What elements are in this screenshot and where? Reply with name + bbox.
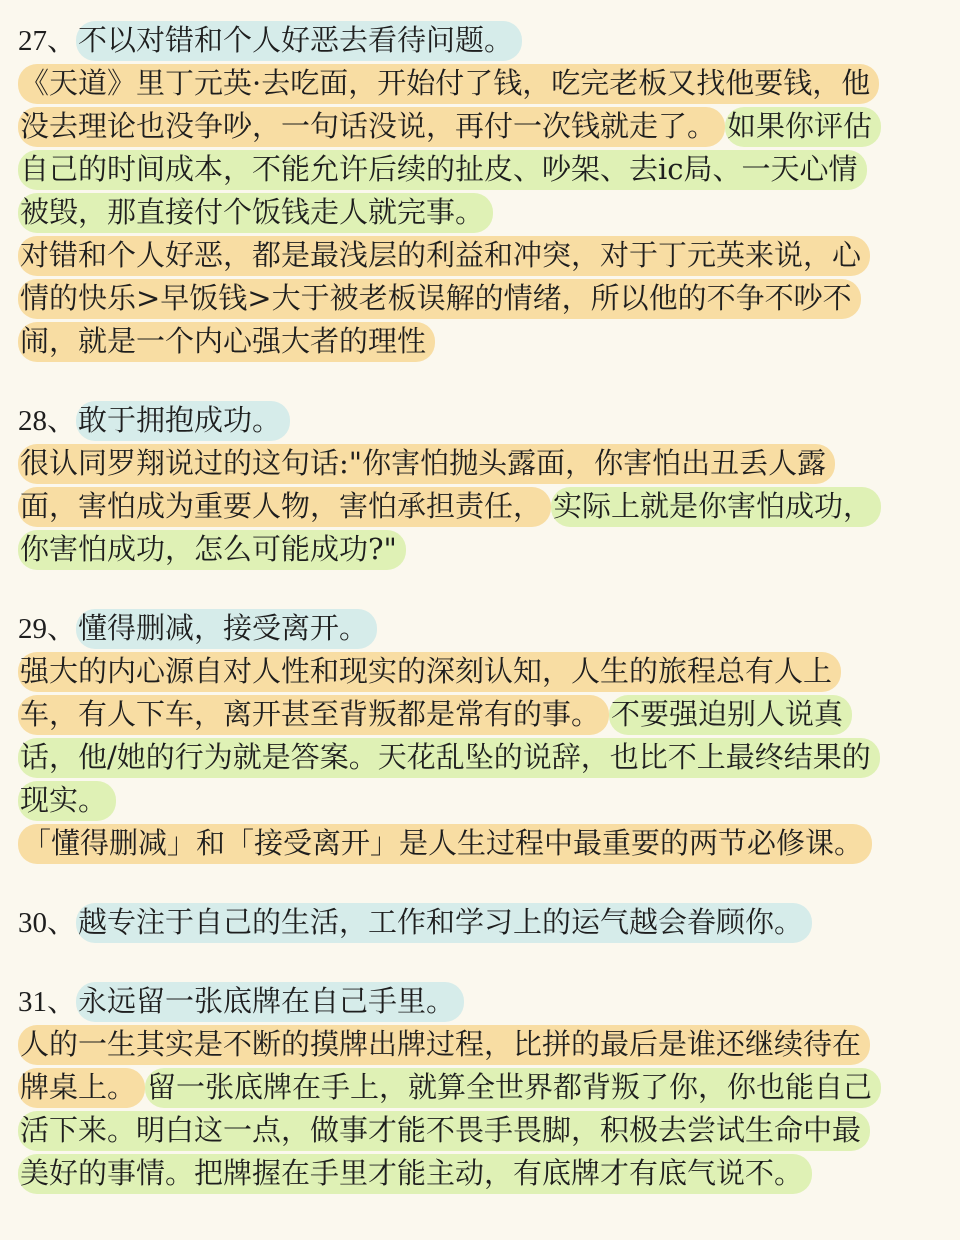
- highlight-orange-text: 很认同罗翔说过的这句话:"你害怕抛头露面，你害怕出丑丢人露: [18, 444, 835, 484]
- body-line: [18, 822, 938, 865]
- highlight-orange-text: 情的快乐>早饭钱>大于被老板误解的情绪，所以他的不争不吵不: [18, 279, 861, 319]
- item-heading: [18, 399, 938, 442]
- body-line: [18, 528, 938, 571]
- body-line: [18, 442, 938, 485]
- body-line: [18, 1023, 938, 1066]
- item-title: 越专注于自己的生活，工作和学习上的运气越会眷顾你。: [76, 903, 812, 943]
- highlight-green-text: 你害怕成功，怎么可能成功?": [18, 530, 406, 570]
- highlight-orange-text: 强大的内心源自对人性和现实的深刻认知，人生的旅程总有人上: [18, 652, 841, 692]
- list-item: [18, 607, 938, 865]
- body-line: [18, 650, 938, 693]
- highlight-orange-text: 车，有人下车，离开甚至背叛都是常有的事。: [18, 695, 609, 735]
- list-item: [18, 19, 938, 363]
- item-number: 29、: [18, 613, 77, 645]
- list-item: [18, 980, 938, 1195]
- body-line: [18, 1109, 938, 1152]
- highlight-green-text: 现实。: [18, 781, 116, 821]
- list-item: [18, 901, 938, 944]
- item-heading: [18, 901, 938, 944]
- item-number: 31、: [18, 986, 77, 1018]
- body-line: [18, 779, 938, 822]
- item-title: 敢于拥抱成功。: [76, 401, 290, 441]
- item-heading: [18, 607, 938, 650]
- highlight-green-text: 活下来。明白这一点，做事才能不畏手畏脚，积极去尝试生命中最: [18, 1111, 870, 1151]
- item-heading: [18, 980, 938, 1023]
- item-title: 懂得删减，接受离开。: [76, 609, 377, 649]
- highlight-orange-text: 「懂得删减」和「接受离开」是人生过程中最重要的两节必修课。: [18, 824, 872, 864]
- highlight-green-text: 不要强迫别人说真: [609, 695, 852, 735]
- item-number: 28、: [18, 405, 77, 437]
- body-line: [18, 191, 938, 234]
- highlight-green-text: 话，他/她的行为就是答案。天花乱坠的说辞，也比不上最终结果的: [18, 738, 880, 778]
- highlight-orange-text: 牌桌上。: [18, 1068, 145, 1108]
- highlight-orange-text: 人的一生其实是不断的摸牌出牌过程，比拼的最后是谁还继续待在: [18, 1025, 870, 1065]
- highlight-orange-text: 闹，就是一个内心强大者的理性: [18, 322, 435, 362]
- highlight-green-text: 自己的时间成本，不能允许后续的扯皮、吵架、去ic局、一天心情: [18, 150, 867, 190]
- body-line: [18, 105, 938, 148]
- list-item: [18, 399, 938, 571]
- item-title: 不以对错和个人好恶去看待问题。: [76, 21, 522, 61]
- body-line: [18, 148, 938, 191]
- body-line: [18, 485, 938, 528]
- item-title: 永远留一张底牌在自己手里。: [76, 982, 464, 1022]
- body-line: [18, 320, 938, 363]
- highlight-orange-text: 面，害怕成为重要人物，害怕承担责任，: [18, 487, 551, 527]
- highlight-green-text: 被毁，那直接付个饭钱走人就完事。: [18, 193, 493, 233]
- body-line: [18, 1152, 938, 1195]
- highlight-orange-text: 《天道》里丁元英·去吃面，开始付了钱，吃完老板又找他要钱，他: [18, 64, 879, 104]
- body-line: [18, 234, 938, 277]
- item-heading: [18, 19, 938, 62]
- item-number: 27、: [18, 25, 77, 57]
- highlight-green-text: 留一张底牌在手上，就算全世界都背叛了你，你也能自己: [145, 1068, 881, 1108]
- highlight-green-text: 实际上就是你害怕成功，: [551, 487, 881, 527]
- body-line: [18, 277, 938, 320]
- body-line: [18, 62, 938, 105]
- highlight-orange-text: 对错和个人好恶，都是最浅层的利益和冲突，对于丁元英来说，心: [18, 236, 870, 276]
- body-line: [18, 693, 938, 736]
- item-number: 30、: [18, 907, 77, 939]
- highlight-green-text: 美好的事情。把牌握在手里才能主动，有底牌才有底气说不。: [18, 1154, 812, 1194]
- highlight-green-text: 如果你评估: [725, 107, 881, 147]
- body-line: [18, 1066, 938, 1109]
- highlight-orange-text: 没去理论也没争吵，一句话没说，再付一次钱就走了。: [18, 107, 725, 147]
- body-line: [18, 736, 938, 779]
